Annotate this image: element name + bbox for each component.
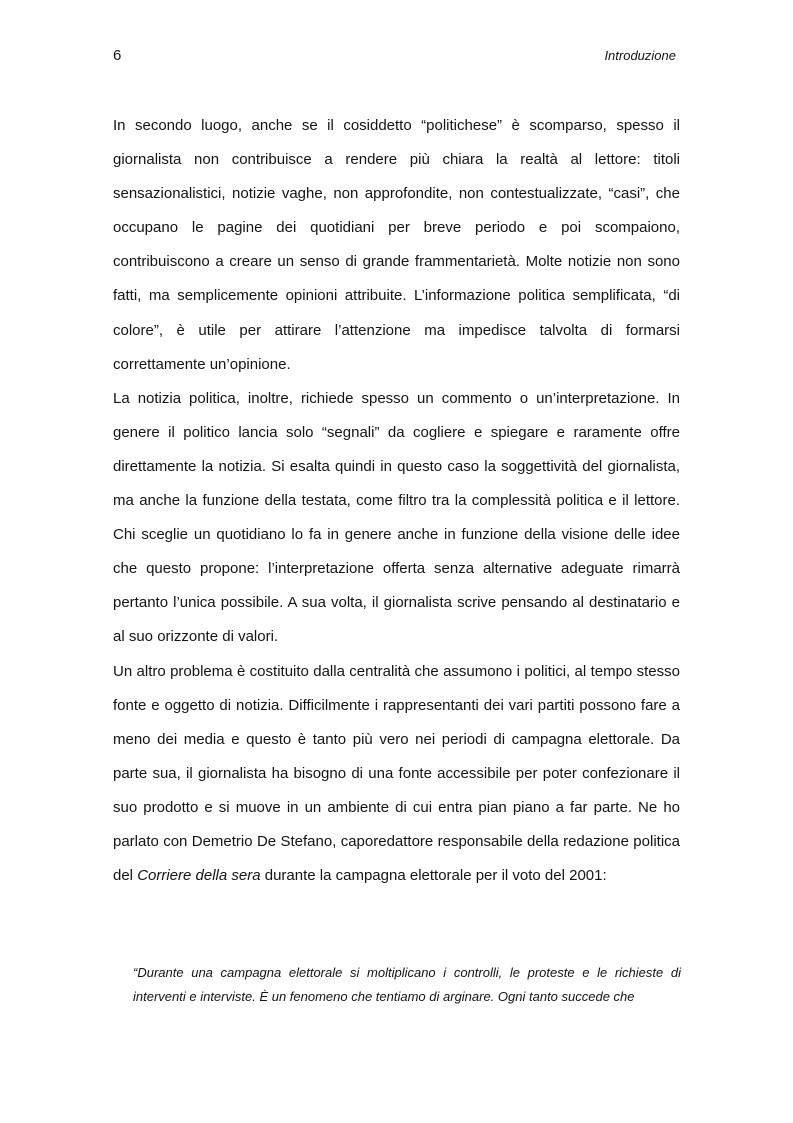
paragraph-1: In secondo luogo, anche se il cosiddetto “politichese” è scomparso, spesso il giornalista non contribuisce a rendere più chiara la realtà al lettore: titoli sensazionalistici, notizie vaghe, non approfondite, non contestualizzate, “casi”, che occupano le pagine dei quotidiani per breve periodo e poi scompaiono, contribuiscono a creare un senso di grande frammentarietà. Molte notizie non sono fatti, ma semplicemente opinioni attribuite. L’informazione politica semplificata, “di colore”, è utile per attirare l’attenzione ma impedisce talvolta di formarsi correttamente un’opinione. bbox=[113, 117, 680, 373]
newspaper-title: Corriere della sera bbox=[137, 867, 261, 885]
paragraph-2: La notizia politica, inoltre, richiede spesso un commento o un’interpretazione. In genere il politico lancia solo “segnali” da cogliere e spiegare e raramente offre direttamente la notizia. Si esalta quindi in questo caso la soggettività del giornalista, ma anche la funzione della testata, come filtro tra la complessità politica e il lettore. Chi sceglie un quotidiano lo fa in genere anche in funzione della visione delle idee che questo propone: l’interpretazione offerta senza alternative adeguate rimarrà pertanto l’unica possibile. A sua volta, il giornalista scrive pensando al destinatario e al suo orizzonte di valori. bbox=[113, 389, 680, 646]
paragraph-3-text-after: durante la campagna elettorale per il voto del 2001: bbox=[260, 867, 607, 885]
page-number: 6 bbox=[113, 47, 122, 64]
body-text bbox=[113, 109, 680, 893]
paragraph-3-text-before: Un altro problema è costituito dalla centralità che assumono i politici, al tempo stesso fonte e oggetto di notizia. Difficilmente i rappresentanti dei vari partiti possono fare a meno dei media e questo è tanto più vero nei periodi di campagna elettorale. Da parte sua, il giornalista ha bisogno di una fonte accessibile per poter confezionare il suo prodotto e si muove in un ambiente di cui entra pian piano a far parte. Ne ho parlato con Demetrio De Stefano, caporedattore responsabile della redazione politica del bbox=[113, 662, 680, 885]
quote-text: “Durante una campagna elettorale si moltiplicano i controlli, le proteste e le richieste di interventi e interviste. È un fenomeno che tentiamo di arginare. Ogni tanto succede che bbox=[133, 965, 681, 1004]
paragraph-3 bbox=[113, 655, 680, 894]
block-quote bbox=[133, 961, 681, 1008]
running-header: Introduzione bbox=[604, 48, 676, 63]
